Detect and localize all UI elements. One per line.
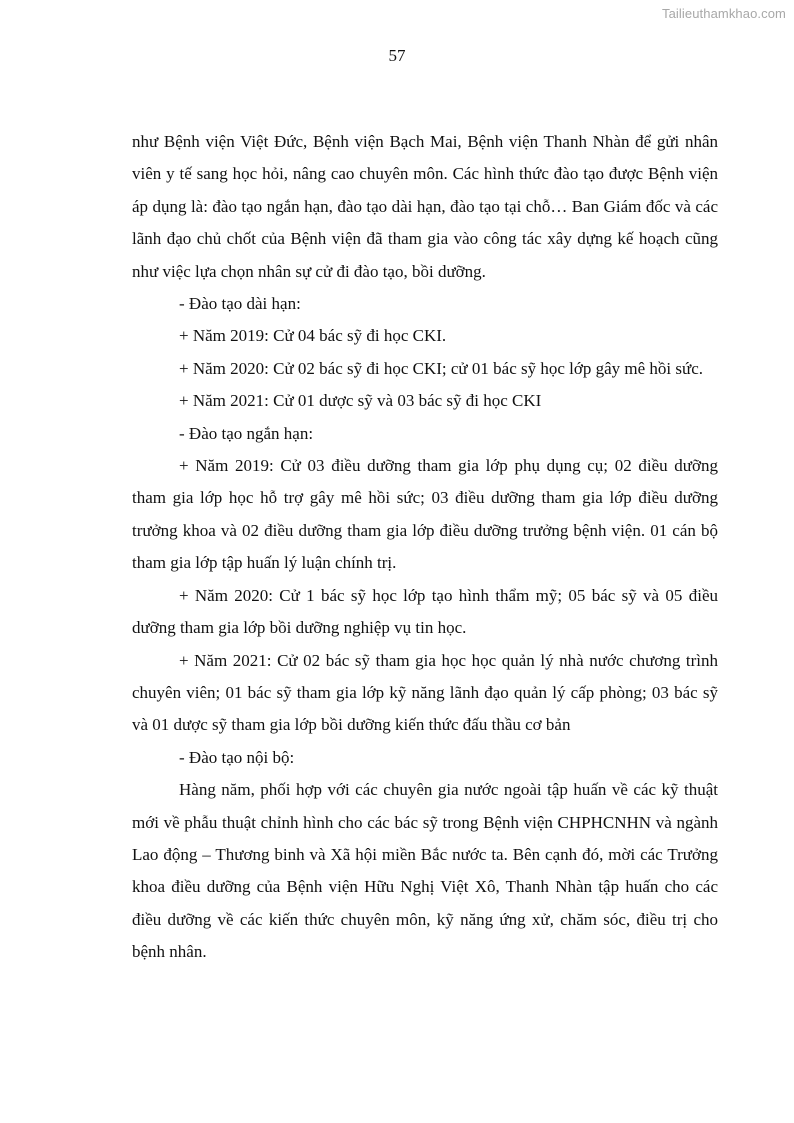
list-item-short-term-2021: + Năm 2021: Cử 02 bác sỹ tham gia học học quản lý nhà nước chương trình chuyên viên; 01 bác sỹ tham gia lớp kỹ năng lãnh đạo quản lý cấp phòng; 03 bác sỹ và 01 dược sỹ tham gia lớp bồi dưỡng kiến thức đấu thầu cơ bản bbox=[132, 650, 718, 735]
watermark: Tailieuthamkhao.com bbox=[661, 6, 786, 21]
page-number: 57 bbox=[388, 46, 406, 65]
list-item-long-term-2019: + Năm 2019: Cử 04 bác sỹ đi học CKI. bbox=[179, 326, 447, 346]
heading-internal-training: - Đào tạo nội bộ: bbox=[179, 747, 295, 767]
list-item-long-term-2021: + Năm 2021: Cử 01 dược sỹ và 03 bác sỹ đi học CKI bbox=[179, 391, 542, 411]
list-item-short-term-2020: + Năm 2020: Cử 1 bác sỹ học lớp tạo hình thẩm mỹ; 05 bác sỹ và 05 điều dưỡng tham gia lớp bồi dưỡng nghiệp vụ tin học. bbox=[132, 585, 718, 638]
list-item-long-term-2020: + Năm 2020: Cử 02 bác sỹ đi học CKI; cử 01 bác sỹ học lớp gây mê hồi sức. bbox=[179, 358, 704, 378]
heading-short-term-training: - Đào tạo ngắn hạn: bbox=[179, 423, 314, 443]
heading-long-term-training: - Đào tạo dài hạn: bbox=[179, 294, 301, 314]
document-body bbox=[132, 126, 718, 969]
list-item-short-term-2019: + Năm 2019: Cử 03 điều dưỡng tham gia lớp phụ dụng cụ; 02 điều dưỡng tham gia lớp học hỗ trợ gây mê hồi sức; 03 điều dưỡng tham gia lớp điều dưỡng trưởng khoa và 02 điều dưỡng tham gia lớp điều dưỡng trưởng bệnh viện. 01 cán bộ tham gia lớp tập huấn lý luận chính trị. bbox=[132, 456, 718, 573]
paragraph-intro: như Bệnh viện Việt Đức, Bệnh viện Bạch Mai, Bệnh viện Thanh Nhàn để gửi nhân viên y tế sang học hỏi, nâng cao chuyên môn. Các hình thức đào tạo được Bệnh viện áp dụng là: đào tạo ngắn hạn, đào tạo dài hạn, đào tạo tại chỗ… Ban Giám đốc và các lãnh đạo chủ chốt của Bệnh viện đã tham gia vào công tác xây dựng kế hoạch cũng như việc lựa chọn nhân sự cử đi đào tạo, bồi dưỡng. bbox=[132, 132, 718, 281]
paragraph-internal-training: Hàng năm, phối hợp với các chuyên gia nước ngoài tập huấn về các kỹ thuật mới về phẫu thuật chỉnh hình cho các bác sỹ trong Bệnh viện CHPHCNHN và ngành Lao động – Thương binh và Xã hội miền Bắc nước ta. Bên cạnh đó, mời các Trưởng khoa điều dưỡng của Bệnh viện Hữu Nghị Việt Xô, Thanh Nhàn tập huấn cho các điều dưỡng về các kiến thức chuyên môn, kỹ năng ứng xử, chăm sóc, điều trị cho bệnh nhân. bbox=[132, 780, 718, 962]
